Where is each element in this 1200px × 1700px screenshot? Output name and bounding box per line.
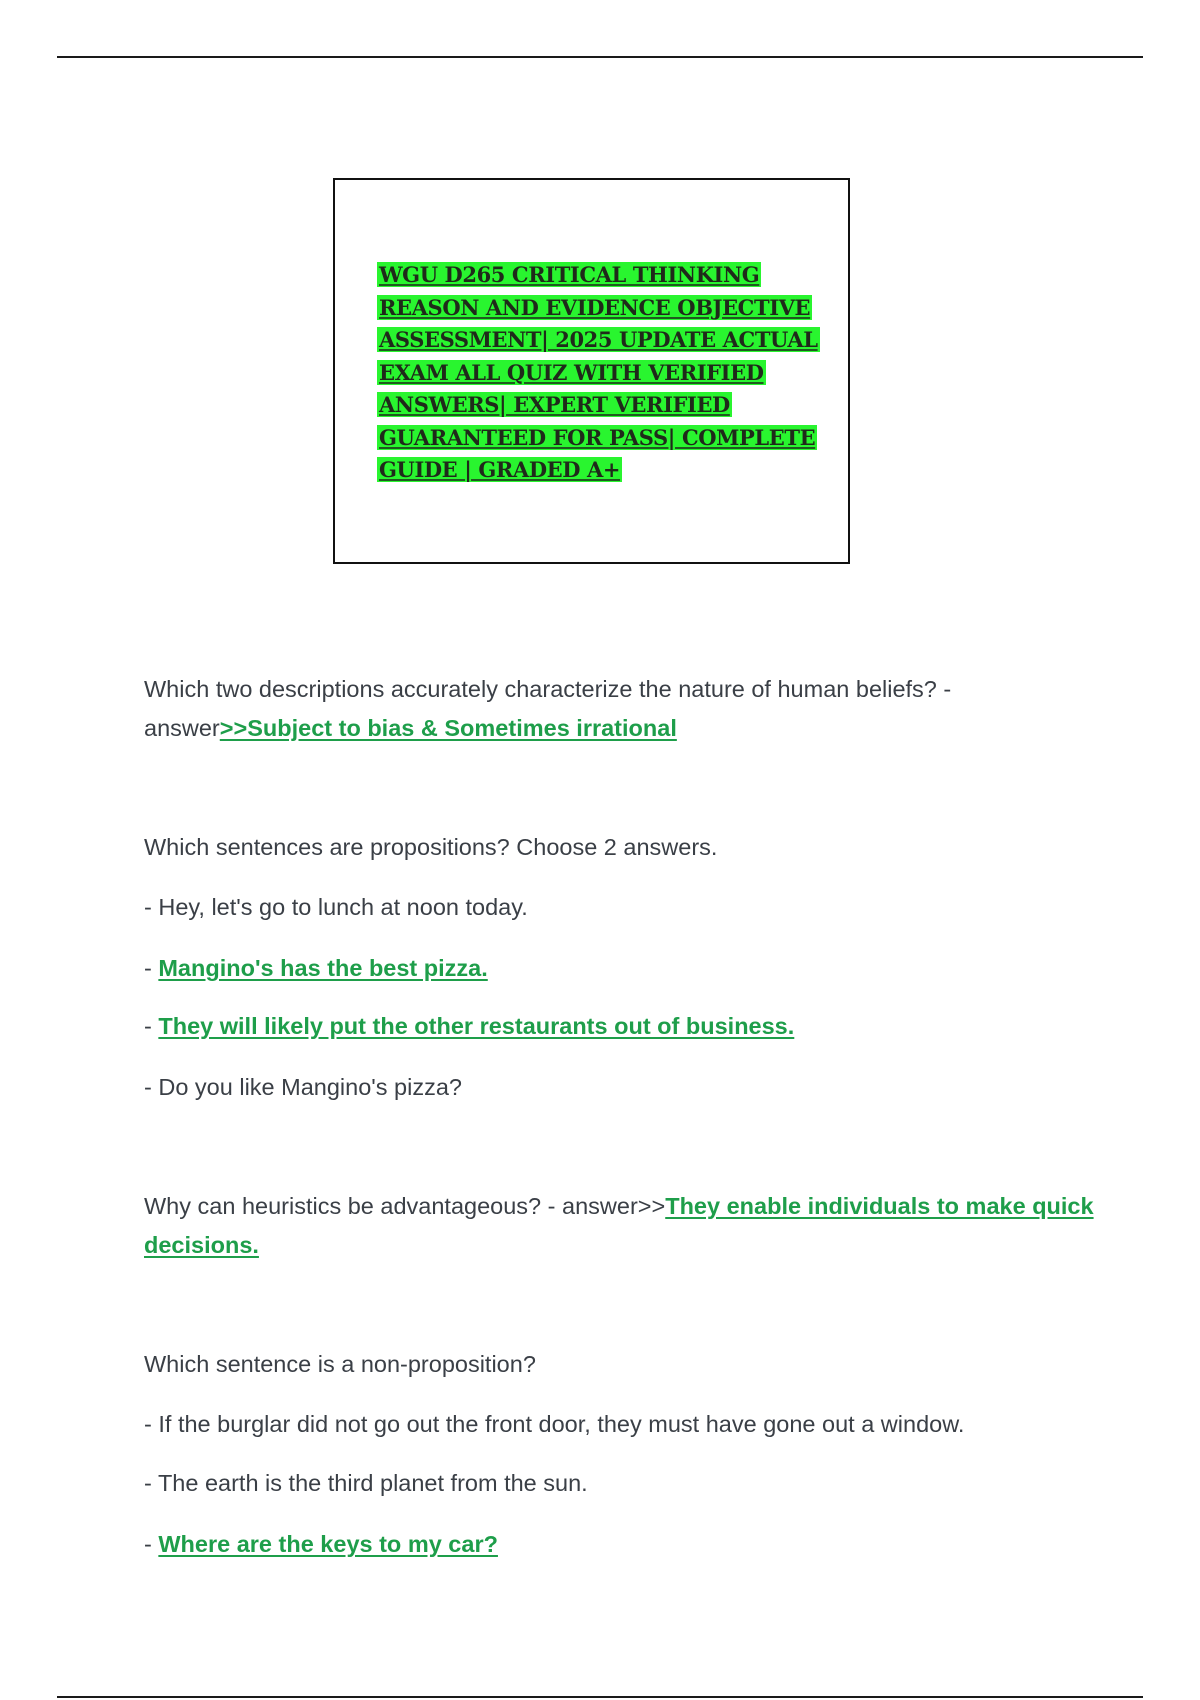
question-2-option-3: - They will likely put the other restaurants out of business. [144,1013,795,1039]
question-4 [144,1345,1094,1384]
title-box [333,178,850,564]
question-4-option-2: - The earth is the third planet from the sun. [144,1470,588,1496]
question-2 [144,828,1094,867]
question-2-option-4: - Do you like Mangino's pizza? [144,1074,462,1100]
correct-option: Where are the keys to my car? [158,1531,498,1557]
document-title: WGU D265 CRITICAL THINKING REASON AND EVIDENCE OBJECTIVE ASSESSMENT| 2025 UPDATE ACTUAL EXAM ALL QUIZ WITH VERIFIED ANSWERS| EXPERT VERIFIED GUARANTEED FOR PASS| COMPLETE GUIDE | GRADED A+ [379,262,818,482]
question-2-option-2: - Mangino's has the best pizza. [144,955,488,981]
question-2-text: Which sentences are propositions? Choose 2 answers. [144,834,718,860]
question-4-option-1: - If the burglar did not go out the front door, they must have gone out a window. [144,1411,965,1437]
question-1-text: Which two descriptions accurately characterize the nature of human beliefs? - answer>>Subject to bias & Sometimes irrational [144,676,952,741]
question-2-option-1: - Hey, let's go to lunch at noon today. [144,894,528,920]
correct-option: They will likely put the other restaurants out of business. [158,1013,795,1039]
correct-option: Mangino's has the best pizza. [158,955,488,981]
question-1-answer: >>Subject to bias & Sometimes irrational [219,715,677,741]
question-4-text: Which sentence is a non-proposition? [144,1351,536,1377]
question-4-option-3: - Where are the keys to my car? [144,1531,498,1557]
bottom-rule [57,1696,1143,1698]
question-3-answer: They enable individuals to make quick decisions. [144,1193,1094,1258]
top-rule [57,56,1143,58]
question-3-text: Why can heuristics be advantageous? - answer>>They enable individuals to make quick decisions. [144,1193,1094,1258]
question-3 [144,1187,1094,1265]
question-1 [144,670,1094,748]
